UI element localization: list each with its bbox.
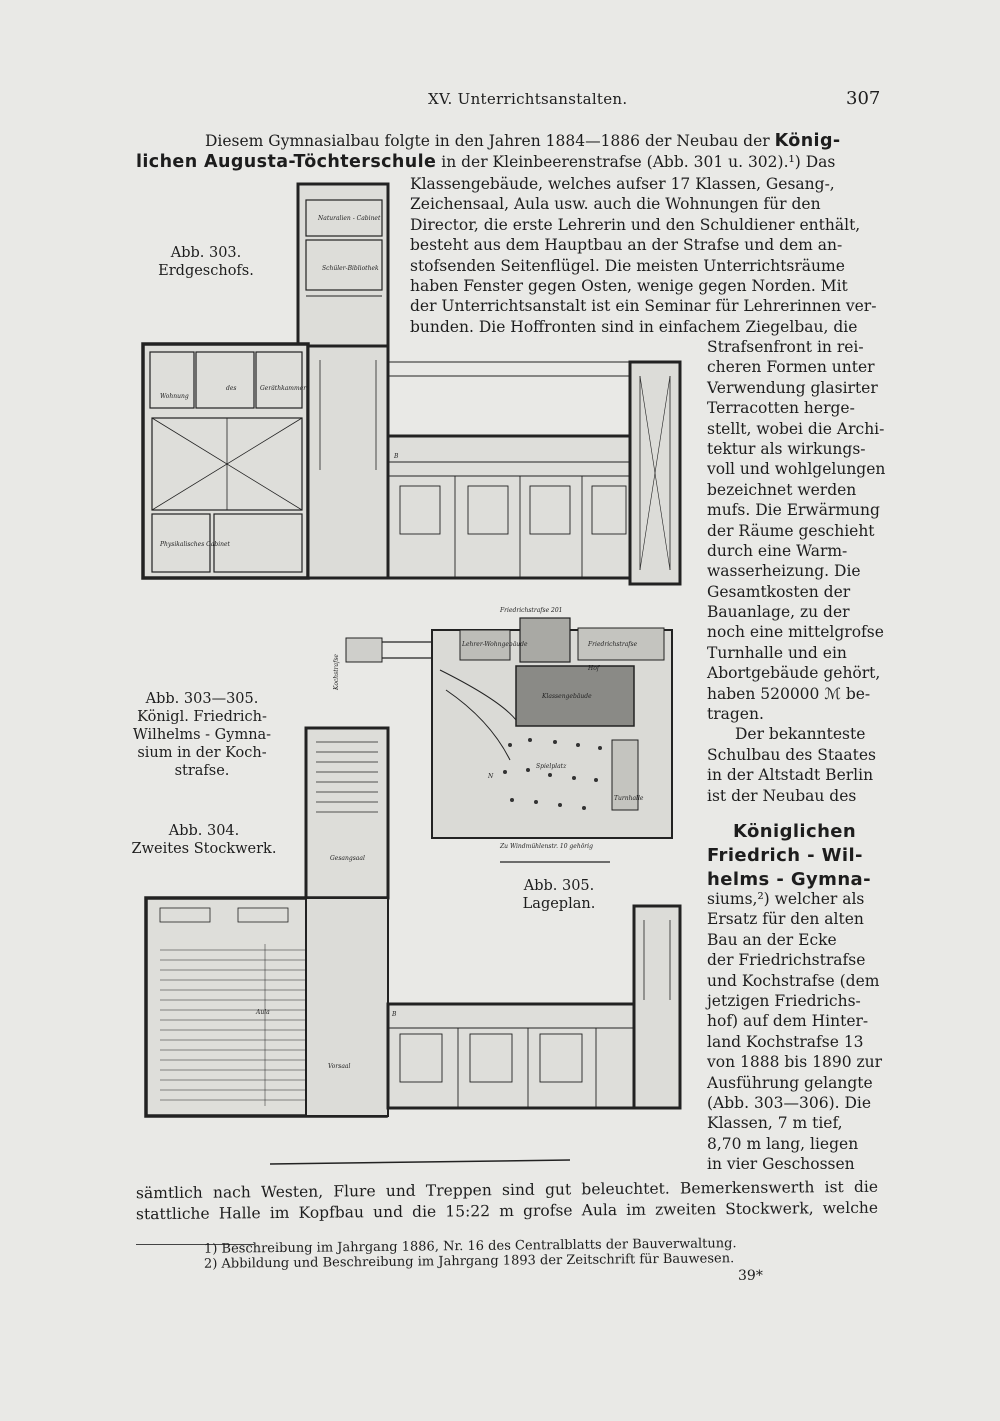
text-line: mufs. Die Erwärmung — [707, 501, 880, 520]
text-line: ist der Neubau des — [707, 786, 857, 805]
text-line: Gesamtkosten der — [707, 582, 851, 601]
text-line: stofsenden Seitenflügel. Die meisten Unterrichtsräume — [410, 256, 845, 275]
label-schueler: Schüler-Bibliothek — [322, 265, 379, 272]
text-line: Bau an der Ecke — [707, 930, 837, 949]
caption-label: Lageplan. — [522, 896, 596, 912]
bottom-line-1: sämtlich nach Westen, Flure und Treppen sind gut beleuchtet. Bemerkenswerth ist die — [135, 1177, 879, 1203]
text-line: land Kochstrafse 13 — [707, 1032, 864, 1051]
intro-heading-start: König- — [774, 131, 841, 151]
text-line: Bauanlage, zu der — [707, 603, 850, 622]
text-line: besteht aus dem Hauptbau an der Strafse und dem an- — [410, 236, 843, 255]
intro-line-2-text: in der Kleinbeerenstrafse (Abb. 301 u. 302).¹) Das — [441, 153, 836, 171]
intro-heading: lichen Augusta-Töchterschule — [136, 152, 437, 172]
text-line: durch eine Warm- — [707, 541, 848, 560]
text-line: Zeichensaal, Aula usw. auch die Wohnungen für den — [410, 195, 821, 214]
label-friedrichstr: Friedrichstrafse 201 — [500, 607, 563, 614]
text-line: bezeichnet werden — [707, 480, 857, 499]
label-wohnung: Wohnung — [160, 393, 189, 400]
caption-number: Abb. 304. — [168, 823, 240, 839]
caption-label: Erdgeschofs. — [158, 263, 254, 279]
text-line: wasserheizung. Die — [707, 562, 861, 581]
label-spielplatz: Spielplatz — [536, 763, 567, 770]
text-line: Terracotten herge- — [707, 399, 855, 418]
label-aula: Aula — [256, 1009, 270, 1016]
tower-outline-2 — [306, 728, 388, 898]
caption-line: Abb. 303—305. — [145, 691, 259, 707]
label-b: B — [394, 453, 399, 460]
page-number: 307 — [846, 88, 881, 109]
courtyard-edge — [388, 362, 630, 376]
footnote-1: 1) Beschreibung im Jahrgang 1886, Nr. 16 des Centralblatts der Bauverwaltung. — [203, 1236, 737, 1257]
main-wing-2 — [388, 1004, 634, 1108]
text-line: 8,70 m lang, liegen — [707, 1134, 859, 1153]
label-physik: Physikalisches Cabinet — [160, 541, 230, 548]
text-line: und Kochstrafse (dem — [707, 971, 880, 990]
text-line: Der bekannteste — [735, 725, 866, 744]
school-heading-line-1: Königlichen — [733, 821, 857, 842]
text-line: cheren Formen unter — [707, 358, 875, 377]
caption-number: Abb. 305. — [523, 878, 595, 894]
caption-line: Königl. Friedrich- — [137, 709, 267, 725]
text-line: Klassengebäude, welches aufser 17 Klassen, Gesang-, — [410, 175, 835, 193]
caption-line: strafse. — [174, 763, 230, 779]
bottom-line-2: stattliche Halle im Kopfbau und die 15:22 m grofse Aula im zweiten Stockwerk, welche — [135, 1198, 879, 1224]
label-des: des — [226, 385, 237, 392]
text-line: der Räume geschieht — [707, 521, 875, 540]
text-line: Ersatz für den alten — [707, 910, 864, 929]
stair-hall-2 — [306, 898, 388, 1116]
label-turnhalle: Turnhalle — [614, 795, 644, 802]
text-line: Klassen, 7 m tief, — [707, 1114, 843, 1133]
text-line: haben 520000 ℳ be- — [707, 684, 871, 703]
plan-lageplan — [346, 618, 672, 862]
text-line: von 1888 bis 1890 zur — [707, 1053, 883, 1072]
label-vorsaal: Vorsaal — [328, 1063, 351, 1070]
school-heading-line-2: Friedrich - Wil- — [707, 845, 863, 866]
text-line: tektur als wirkungs- — [707, 439, 866, 458]
school-heading-line-3: helms - Gymna- — [707, 869, 871, 890]
text-line: tragen. — [707, 705, 764, 724]
text-line: der Unterrichtsanstalt ist ein Seminar für Lehrerinnen ver- — [410, 297, 877, 316]
running-header: XV. Unterrichtsanstalten. — [428, 90, 628, 108]
text-line: in der Altstadt Berlin — [707, 766, 874, 785]
main-wing-outline — [388, 436, 630, 578]
label-gesangsaal: Gesangsaal — [330, 855, 365, 862]
text-line: in vier Geschossen — [707, 1155, 855, 1174]
text-line: siums,²) welcher als — [707, 890, 865, 908]
text-line: Abortgebäude gehört, — [707, 664, 881, 683]
intro-line-1-text: Diesem Gymnasialbau folgte in den Jahren 1884—1886 der Neubau der — [205, 132, 770, 150]
text-line: (Abb. 303—306). Die — [707, 1093, 872, 1112]
caption-number: Abb. 303. — [170, 245, 242, 261]
footnote-2: 2) Abbildung und Beschreibung im Jahrgang 1893 der Zeitschrift für Bauwesen. — [203, 1251, 735, 1272]
label-windmuehlen: Zu Windmühlenstr. 10 gehörig — [500, 843, 593, 850]
label-kochstr: Kochstrafse — [333, 654, 340, 690]
right-stair-block-2 — [634, 906, 680, 1108]
text-line: stellt, wobei die Archi- — [707, 419, 885, 438]
text-line: voll und wohlgelungen — [707, 460, 886, 479]
text-line: haben Fenster gegen Osten, wenige gegen Norden. Mit — [410, 276, 848, 295]
text-line: Ausführung gelangte — [707, 1073, 873, 1092]
label-north: N — [488, 773, 494, 780]
text-line: jetzigen Friedrichs- — [707, 991, 861, 1010]
label-lehrer: Lehrer-Wohngebäude — [462, 641, 528, 648]
signature-mark: 39* — [738, 1268, 763, 1284]
text-line: bunden. Die Hoffronten sind in einfachem Ziegelbau, die — [410, 317, 858, 336]
label-geraete: Geräthkammer — [260, 385, 307, 392]
text-line: Schulbau des Staates — [707, 745, 876, 764]
label-klassen: Klassengebäude — [542, 693, 592, 700]
label-b-2: B — [392, 1011, 397, 1018]
caption-label: Zweites Stockwerk. — [131, 841, 277, 857]
text-line: hof) auf dem Hinter- — [707, 1012, 869, 1031]
text-line: Verwendung glasirter — [707, 378, 878, 397]
label-hof: Hof — [588, 665, 600, 672]
label-friedrichstr2: Friedrichstrafse — [588, 641, 638, 648]
text-line: Turnhalle und ein — [707, 643, 847, 662]
label-naturalien: Naturalien - Cabinet — [318, 215, 381, 222]
text-line: Director, die erste Lehrerin und den Schuldiener enthält, — [410, 215, 861, 234]
text-line: Strafsenfront in rei- — [707, 338, 864, 356]
text-line: der Friedrichstrafse — [707, 951, 866, 970]
caption-line: Wilhelms - Gymna- — [132, 727, 272, 743]
caption-line: sium in der Koch- — [137, 745, 267, 761]
scale-bar-plans — [270, 1160, 570, 1164]
text-line: noch eine mittelgrofse — [707, 623, 884, 642]
plan-erdgeschoss — [143, 184, 680, 584]
